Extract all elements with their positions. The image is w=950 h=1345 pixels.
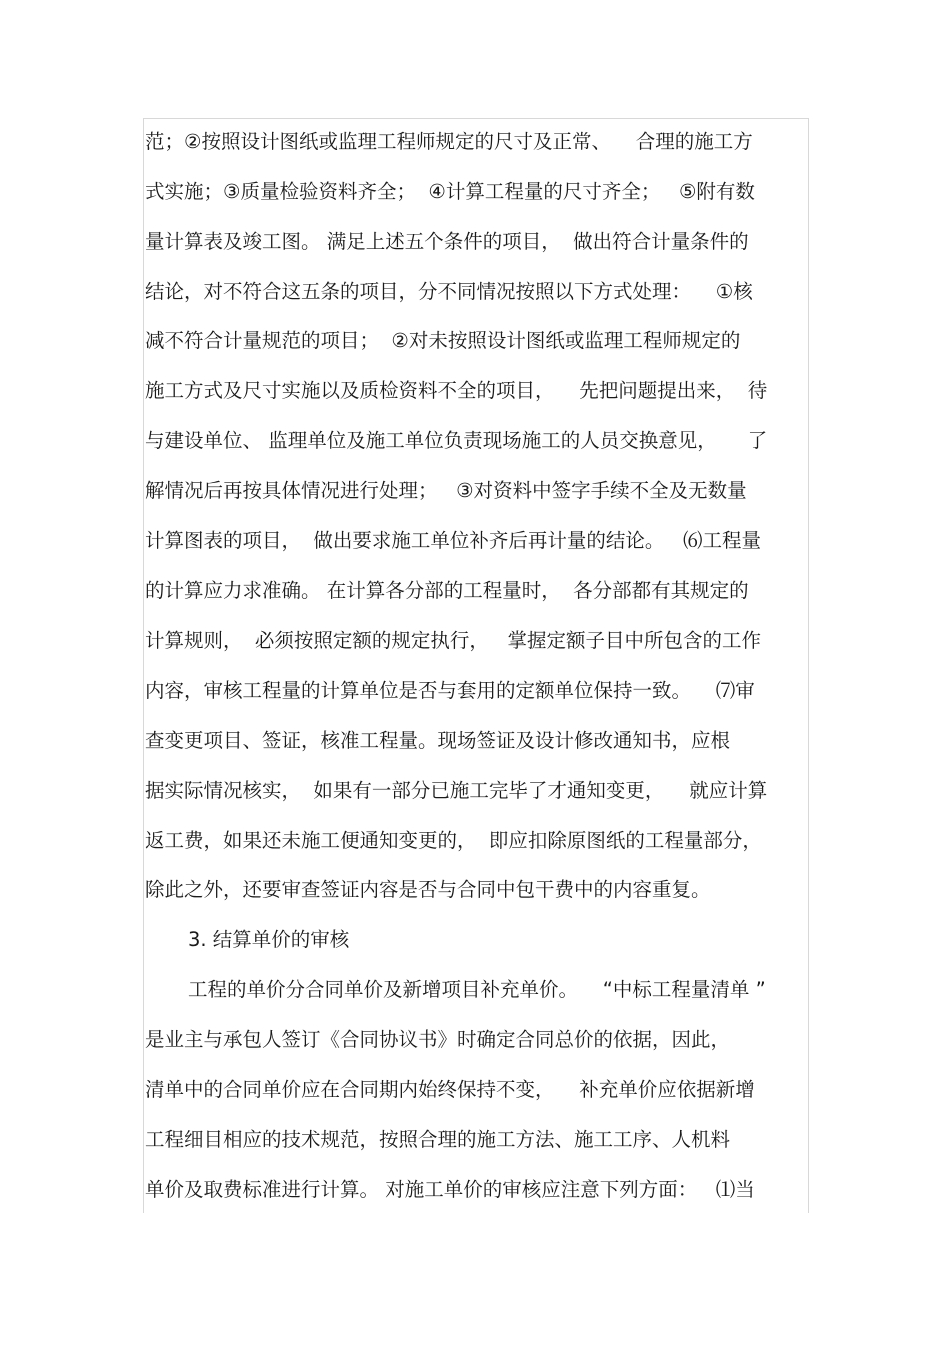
text-line: 查变更项目、签证，核准工程量。现场签证及设计修改通知书，应根 [145, 729, 731, 752]
text-line: 解情况后再按具体情况进行处理； ③对资料中签字手续不全及无数量 [145, 479, 747, 502]
section-heading: 3. 结算单价的审核 [188, 928, 350, 951]
text-line: 施工方式及尺寸实施以及质检资料不全的项目， 先把问题提出来， 待 [145, 379, 768, 402]
text-line: 量计算表及竣工图。 满足上述五个条件的项目， 做出符合计量条件的 [145, 230, 749, 253]
text-line: 范；②按照设计图纸或监理工程师规定的尺寸及正常、 合理的施工方 [145, 130, 753, 153]
text-line: 除此之外，还要审查签证内容是否与合同中包干费中的内容重复。 [145, 878, 711, 901]
text-line: 单价及取费标准进行计算。 对施工单价的审核应注意下列方面： ⑴当 [145, 1178, 755, 1201]
text-line: 工程细目相应的技术规范，按照合理的施工方法、施工工序、人机料 [145, 1128, 731, 1151]
text-line: 清单中的合同单价应在合同期内始终保持不变， 补充单价应依据新增 [145, 1078, 755, 1101]
text-line: 计算规则， 必须按照定额的规定执行， 掌握定额子目中所包含的工作 [145, 629, 761, 652]
text-line: 与建设单位、 监理单位及施工单位负责现场施工的人员交换意见， 了 [145, 429, 768, 452]
text-line: 内容，审核工程量的计算单位是否与套用的定额单位保持一致。 ⑺审 [145, 679, 755, 702]
text-line: 的计算应力求准确。 在计算各分部的工程量时， 各分部都有其规定的 [145, 579, 749, 602]
text-line: 结论，对不符合这五条的项目，分不同情况按照以下方式处理： ①核 [145, 280, 753, 303]
text-line: 是业主与承包人签订《合同协议书》时确定合同总价的依据，因此， [145, 1028, 731, 1051]
text-line: 式实施；③质量检验资料齐全； ④计算工程量的尺寸齐全； ⑤附有数 [145, 180, 755, 203]
text-line: 工程的单价分合同单价及新增项目补充单价。 “中标工程量清单 ” [188, 978, 766, 1001]
text-line: 减不符合计量规范的项目； ②对未按照设计图纸或监理工程师规定的 [145, 329, 741, 352]
text-line: 据实际情况核实， 如果有一部分已施工完毕了才通知变更， 就应计算 [145, 779, 768, 802]
text-line: 计算图表的项目， 做出要求施工单位补齐后再计量的结论。 ⑹工程量 [145, 529, 761, 552]
text-line: 返工费，如果还未施工便通知变更的， 即应扣除原图纸的工程量部分， [145, 829, 762, 852]
